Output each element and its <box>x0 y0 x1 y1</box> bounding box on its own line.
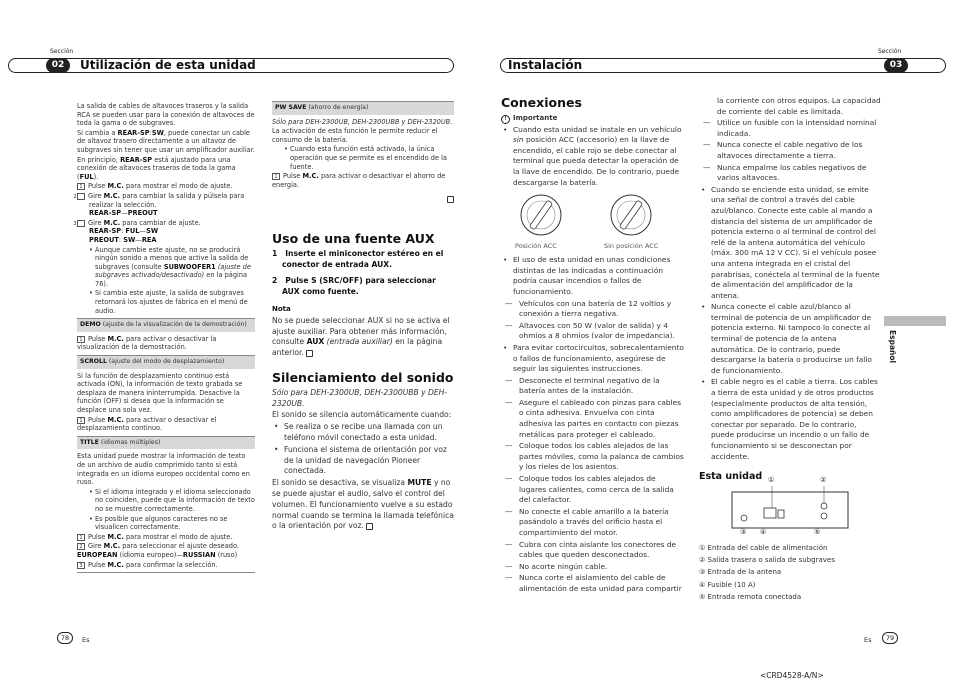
black-ground-text: • El cable negro es el cable a tierra. Los cables a tierra de esta unidad y de otros productos (especialmente productos de alta tensión, como amplificadores de potencia) se deben conectar por separado. De lo contrario, puede producirse un incendio o un fallo de funcionamiento si se desconectan por accidente. <box>699 377 881 462</box>
negative-ground-instr: — Nunca conecte el cable negativo de los altavoces directamente a tierra. <box>699 140 881 161</box>
demo-bar: DEMO (ajuste de la visualización de la demostración) <box>77 318 255 332</box>
legend-item: ① Entrada del cable de alimentación <box>699 544 828 552</box>
instr-3: — Coloque todos los cables alejados de las partes móviles, como la palanca de cambios y los rieles de los asientos. <box>501 441 684 473</box>
scroll-step: 1 Pulse M.C. para activar o desactivar el desplazamiento continuo. <box>77 415 217 433</box>
end-mark-icon <box>447 196 454 203</box>
title-text: Esta unidad puede mostrar la información de texto de un archivo de audio comprimido tanto si está integrada en un idioma europeo occidental como en ruso. <box>77 452 250 487</box>
short-circuit-text: • Para evitar cortocircuitos, sobrecalentamiento o fallos de funcionamiento, asegúrese de seguir las siguientes instrucciones. <box>501 343 684 375</box>
pw-step: 1 Pulse M.C. para activar o desactivar el ahorro de energía. <box>272 172 446 189</box>
footer-lang-left: Es <box>82 636 90 644</box>
title-note-1: • Si el idioma integrado y el idioma seleccionado no coinciden, puede que la información de texto no se muestre correctamente. <box>77 488 255 514</box>
conditions-text: • El uso de esta unidad en unas condiciones distintas de las indicadas a continuación podría causar incendios o fallos de funcionamiento. <box>501 255 684 297</box>
intro-text: La salida de cables de altavoces traseros y la salida RCA se pueden usar para la conexión de altavoces de toda la gama o de subgraves. <box>77 102 255 128</box>
title-step-1: 1 Pulse M.C. para mostrar el modo de ajuste. <box>77 533 255 542</box>
section-label-left: Sección <box>50 48 74 55</box>
note-label: Nota <box>272 304 291 313</box>
important-acc: • Cuando esta unidad se instale en un vehículo sin posición ACC (accesorio) en la llave de encendido, el cable rojo se debe conectar al terminal que pueda detectar la operación de la llave de encendido. De lo contrario, puede descargarse la batería. <box>501 125 684 189</box>
title-step-3: 3 Pulse M.C. para confirmar la selección. <box>77 561 255 570</box>
connections-heading: Conexiones <box>501 95 582 110</box>
note-reset: • Si cambia este ajuste, la salida de subgraves retornará los ajustes de fábrica en el menú de audio. <box>77 289 255 315</box>
acc-position-label: Posición ACC <box>515 242 557 251</box>
diagram-callout-1: ① <box>768 476 775 484</box>
section-title-left: Utilización de esta unidad <box>80 58 256 72</box>
step-2: 2 Gire M.C. para cambiar la salida y púlsela para realizar la selección. REAR-SP—PREOUT <box>73 191 245 218</box>
column-4 <box>699 96 881 486</box>
end-mark-icon <box>306 350 313 357</box>
pw-save-bar: PW SAVE (ahorro de energía) <box>272 101 454 115</box>
title-note-2: • Es posible que algunos caracteres no se visualicen correctamente. <box>77 515 255 532</box>
mute-only: Sólo para DEH-2300UB, DEH-2300UBB y DEH-2320UB. <box>272 387 448 408</box>
condition-speakers: — Altavoces con 50 W (valor de salida) y 4 ohmios a 8 ohmios (valor de impedancia). <box>501 321 684 342</box>
condition-battery: — Vehículos con una batería de 12 voltios y conexión a tierra negativa. <box>501 299 684 320</box>
aux-step-1: 1 Inserte el miniconector estéreo en el conector de entrada AUX. <box>272 248 444 269</box>
unit-heading: Esta unidad <box>699 471 763 483</box>
acc-figures <box>501 189 684 251</box>
pw-only: Sólo para DEH-2300UB, DEH-2300UBB y DEH-2320UB. <box>272 117 453 126</box>
legend-item: ③ Entrada de la antena <box>699 568 782 577</box>
note-subwoofer: • Aunque cambie este ajuste, no se producirá ningún sonido a menos que active la salida de subgraves (consulte SUBWOOFER1 (ajuste de subgraves activado/desactivado) en la página 76). <box>77 246 255 289</box>
blue-white-warning: • Nunca conecte el cable azul/blanco al terminal de potencia de un amplificador de potencia externo. Ni tampoco lo conecte al terminal de potencia de la antena automática. De lo contrario, puede descargarse la batería o producirse un fallo de funcionamiento. <box>699 302 881 376</box>
scroll-text: Si la función de desplazamiento continuo está activada (ON), la información de texto grabada se desplaza de manera ininterrumpida. Desactive la función (OFF) si desea que la información se desplace una sola vez. <box>77 371 243 414</box>
pw-text: La activación de esta función le permite reducir el consumo de la batería. <box>272 127 438 144</box>
aux-step-2: 2 Pulse S (SRC/OFF) para seleccionar AUX como fuente. <box>272 276 436 297</box>
section-title-right: Instalación <box>508 58 583 72</box>
no-acc-position-label: Sin posición ACC <box>604 242 659 251</box>
intro-text-2: Si cambia a REAR-SP:SW, puede conectar un cable de altavoz trasero directamente a un altavoz de subgraves sin tener que usar un amplificador auxiliar. <box>77 128 255 154</box>
column-3 <box>501 92 684 596</box>
instr-7: — No acorte ningún cable. <box>501 562 684 573</box>
splice-instr: — Nunca empalme los cables negativos de varios altavoces. <box>699 163 881 184</box>
language-tab <box>884 316 946 326</box>
step-1: 1 Pulse M.C. para mostrar el modo de ajuste. <box>77 182 255 191</box>
blue-white-text: • Cuando se enciende esta unidad, se emite una señal de control a través del cable azul/blanco. Conecte este cable al mando a distancia del sistema de un amplificador de potencia externo o al terminal de control del relé de la antena automática del vehículo (máx. 300 mA 12 V CC). Si el vehículo posee una antena integrada en el cristal del parabrisas, conéctela al terminal de la fuente de alimentación del amplificador de la antena. <box>699 185 881 302</box>
scroll-bar: SCROLL (ajuste del modo de desplazamiento) <box>77 355 255 369</box>
legend-item: ② Salida trasera o salida de subgraves <box>699 556 835 565</box>
mute-heading: Silenciamiento del sonido <box>272 369 454 385</box>
important-icon: ! <box>501 115 510 124</box>
cont-text: la corriente con otros equipos. La capacidad de corriente del cable es limitada. <box>717 96 881 116</box>
demo-step: 1 Pulse M.C. para activar o desactivar la visualización de la demostración. <box>77 334 217 352</box>
column-2-main <box>272 228 454 533</box>
end-mark-icon <box>366 523 373 530</box>
legend-item: ④ Fusible (10 A) <box>699 580 756 589</box>
document-code: <CRD4528-A/N> <box>760 671 824 680</box>
legend-item: ⑤ Entrada remota conectada <box>699 592 802 601</box>
pw-note: • Cuando esta función está activada, la única operación que se permite es el encendido de la fuente. <box>272 145 454 171</box>
mute-cond-1: • Se realiza o se recibe una llamada con un teléfono móvil conectado a esta unidad. <box>272 422 454 444</box>
instr-4: — Coloque todos los cables alejados de lugares calientes, como cerca de la salida del calefactor. <box>501 474 684 506</box>
section-label-right: Sección <box>878 48 902 55</box>
diagram-callout-3: ③ <box>740 528 747 536</box>
diagram-callout-2: ② <box>820 476 827 484</box>
column-2 <box>272 98 454 218</box>
diagram-callout-4: ④ <box>760 528 767 536</box>
mute-cond-2: • Funciona el sistema de orientación por voz de la unidad de navegación Pioneer conectada. <box>272 445 454 477</box>
title-step-2: 2 Gire M.C. para seleccionar el ajuste deseado. EUROPEAN (idioma europeo)—RUSSIAN (ruso) <box>77 542 239 559</box>
instr-5: — No conecte el cable amarillo a la batería pasándolo a través del orificio hasta el compartimiento del motor. <box>501 507 684 539</box>
diagram-callout-5: ⑤ <box>814 528 821 536</box>
step-3: 3 Gire M.C. para cambiar de ajuste. REAR-SP: FUL—SW PREOUT: SW—REA <box>73 218 201 244</box>
unit-rear-diagram <box>720 476 856 540</box>
instr-6: — Cubra con cinta aislante los conectores de cables que queden desconectados. <box>501 540 684 561</box>
language-tab-label: Español <box>888 330 897 364</box>
intro-text-3: En principio, REAR-SP está ajustado para una conexión de altavoces traseros de toda la gama (FUL). <box>77 155 236 181</box>
page-number-right: 79 <box>882 632 898 644</box>
fuse-instr: — Utilice un fusible con la intensidad nominal indicada. <box>699 118 881 139</box>
mute-end: El sonido se desactiva, se visualiza MUTE y no se puede ajustar el audio, salvo el control del volumen. El funcionamiento vuelve a su estado normal cuando se termina la llamada telefónica o la orientación por voz. <box>272 478 454 531</box>
title-bar: TITLE (idiomas múltiples) <box>77 436 255 450</box>
aux-heading: Uso de una fuente AUX <box>272 231 435 246</box>
instr-2: — Asegure el cableado con pinzas para cables o cinta adhesiva. Envuelva con cinta adhesiva las partes en contacto con piezas metálicas para proteger el cableado. <box>501 398 684 440</box>
instr-1: — Desconecte el terminal negativo de la batería antes de la instalación. <box>501 376 684 397</box>
important-label: ! Importante <box>501 113 684 124</box>
section-number-right: 03 <box>884 58 908 73</box>
unit-legend <box>699 543 881 604</box>
section-number-left: 02 <box>46 58 70 73</box>
column-1 <box>73 102 255 576</box>
mute-text: El sonido se silencia automáticamente cuando: <box>272 410 452 420</box>
column-1-end-rule <box>77 572 255 573</box>
footer-lang-right: Es <box>864 636 872 644</box>
aux-note: No se puede seleccionar AUX si no se activa el ajuste auxiliar. Para obtener más información, consulte AUX (entrada auxiliar) en la página anterior. <box>272 315 450 358</box>
page-number-left: 78 <box>57 632 73 644</box>
instr-8: — Nunca corte el aislamiento del cable de alimentación de esta unidad para compartir <box>501 573 684 594</box>
